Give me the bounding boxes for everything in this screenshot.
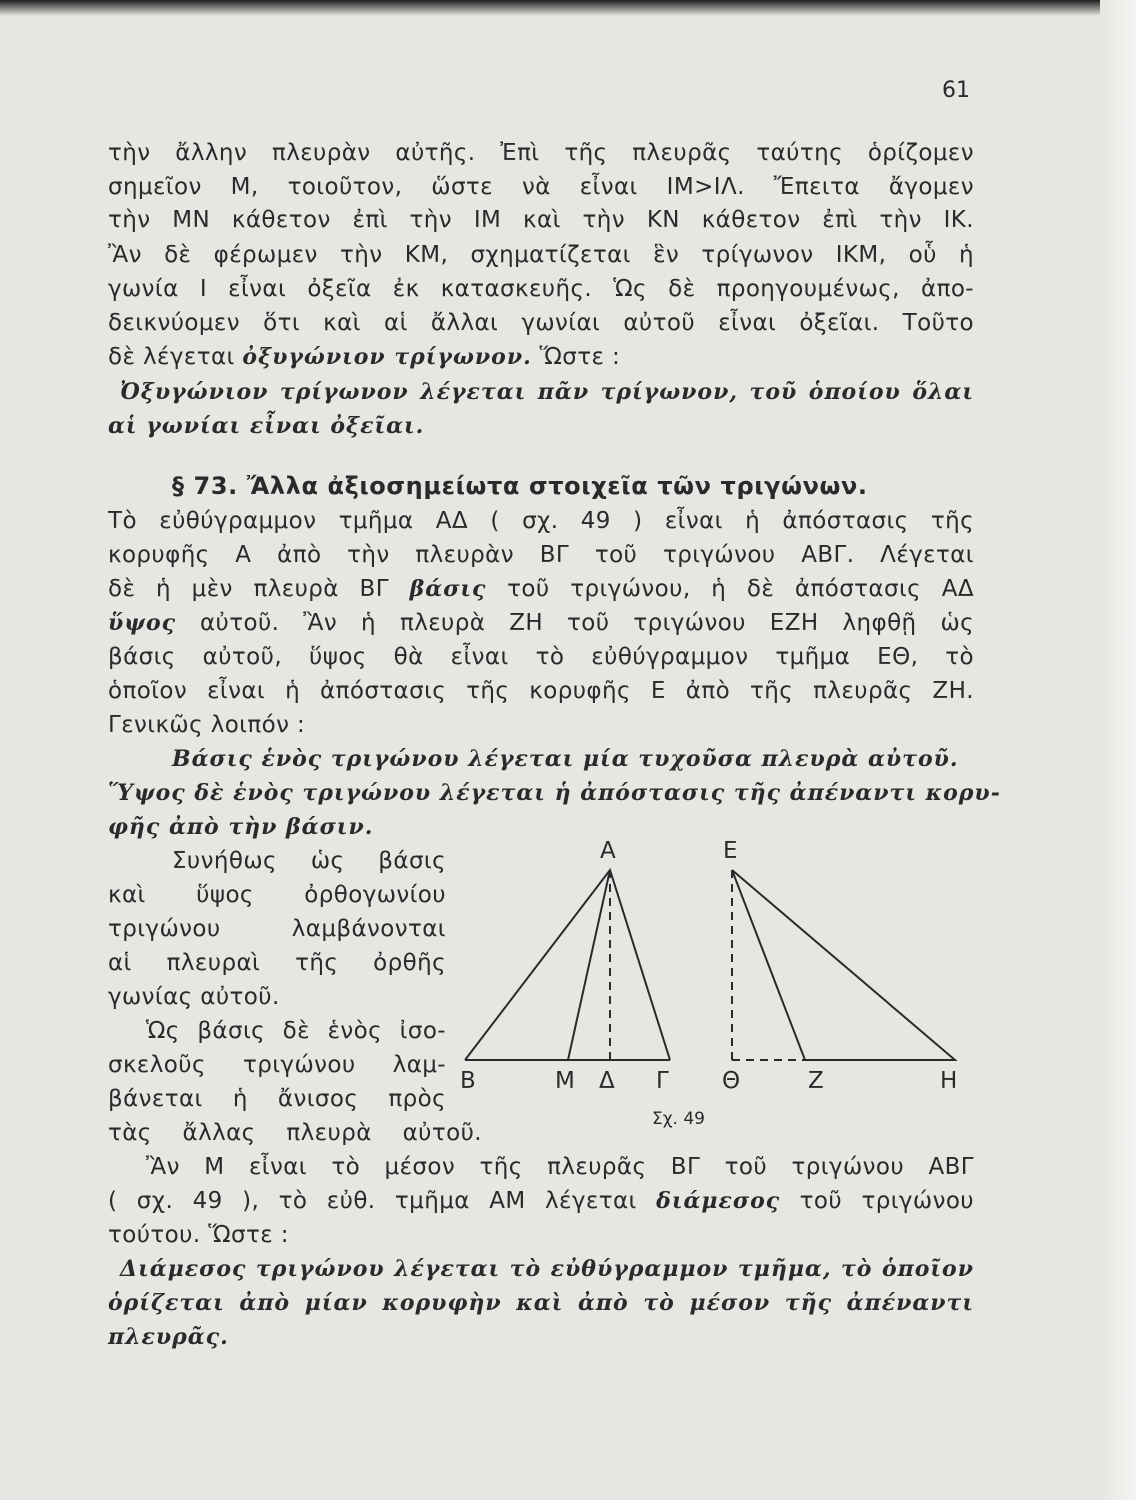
text-line: Ὡς βάσις δὲ ἑνὸς ἰσο- [146, 1018, 446, 1044]
text-line: σκελοῦς τριγώνου λαμ- [108, 1052, 446, 1078]
text-line: γωνίας αὐτοῦ. [108, 984, 280, 1010]
label-z: Ζ [808, 1068, 824, 1094]
text-segment: τοῦ τριγώνου, ἡ δὲ ἀπόστασις ΑΔ [486, 576, 975, 602]
text-segment: αὐτοῦ. Ἂν ἡ πλευρὰ ΖΗ τοῦ τριγώνου ΕΖΗ ληφθῇ ὡς [176, 610, 974, 636]
text-segment: ( σχ. 49 ), τὸ εὐθ. τμῆμα ΑΜ λέγεται [108, 1188, 657, 1214]
text-line: Ἂν Μ εἶναι τὸ μέσον τῆς πλευρᾶς ΒΓ τοῦ τριγώνου ΑΒΓ [146, 1154, 974, 1180]
label-m: Μ [555, 1068, 575, 1094]
label-e: Ε [723, 838, 738, 864]
text-line: τριγώνου λαμβάνονται [108, 916, 446, 942]
text-line [108, 342, 974, 372]
text-line [108, 1186, 974, 1216]
label-b: Β [460, 1068, 476, 1094]
page-top-shadow [0, 0, 1136, 16]
text-line: βάνεται ἡ ἄνισος πρὸς [108, 1086, 446, 1112]
label-d: Δ [599, 1068, 615, 1094]
text-line: Ἂν δὲ φέρωμεν τὴν ΚΜ, σχηματίζεται ἓν τρίγωνον ΙΚΜ, οὗ ἡ [108, 242, 974, 268]
text-line: καὶ ὕψος ὀρθογωνίου [108, 882, 446, 908]
definition-line: Ὕψος δὲ ἑνὸς τριγώνου λέγεται ἡ ἀπόστασις τῆς ἀπέναντι κορυ- [108, 780, 1001, 806]
definition-line: πλευρᾶς. [108, 1324, 229, 1350]
text-segment: δὲ ἡ μὲν πλευρὰ ΒΓ [108, 576, 410, 602]
term-ypsos: ὕψος [108, 610, 177, 636]
text-line: γωνία Ι εἶναι ὀξεῖα ἐκ κατασκευῆς. Ὡς δὲ προηγουμένως, ἀπο- [108, 276, 974, 302]
text-line [108, 574, 974, 604]
text-line: τὴν ἄλλην πλευρὰν αὐτῆς. Ἐπὶ τῆς πλευρᾶς ταύτης ὁρίζομεν [108, 140, 974, 166]
term-vasis: βάσις [409, 576, 487, 602]
text-segment: δὲ λέγεται [108, 344, 243, 370]
text-line: κορυφῆς Α ἀπὸ τὴν πλευρὰν ΒΓ τοῦ τριγώνου ΑΒΓ. Λέγεται [108, 542, 974, 568]
text-segment: τοῦ τριγώνου [780, 1188, 974, 1214]
definition-line: Ὀξυγώνιον τρίγωνον λέγεται πᾶν τρίγωνον, τοῦ ὁποίου ὅλαι [120, 379, 974, 405]
text-line: Τὸ εὐθύγραμμον τμῆμα ΑΔ ( σχ. 49 ) εἶναι ἡ ἀπόστασις τῆς [108, 508, 974, 534]
label-th: Θ [722, 1068, 741, 1094]
term-oxygonion: ὀξυγώνιον τρίγωνον. [242, 344, 532, 370]
text-line: τούτου. Ὥστε : [108, 1222, 289, 1248]
term-diamesos: διάμεσος [656, 1188, 781, 1214]
definition-line: φῆς ἀπὸ τὴν βάσιν. [108, 814, 374, 840]
text-line: αἱ πλευραὶ τῆς ὀρθῆς [108, 950, 446, 976]
triangle-ezh [732, 870, 955, 1060]
text-line: ὁποῖον εἶναι ἡ ἀπόστασις τῆς κορυφῆς Ε ἀπὸ τῆς πλευρᾶς ΖΗ. [108, 678, 974, 704]
page-number: 61 [942, 78, 970, 103]
text-line [108, 608, 974, 638]
text-line: Γενικῶς λοιπόν : [108, 712, 306, 738]
text-line: δεικνύομεν ὅτι καὶ αἱ ἄλλαι γωνίαι αὐτοῦ εἶναι ὀξεῖαι. Τοῦτο [108, 310, 974, 336]
text-line: Συνήθως ὡς βάσις [172, 848, 446, 874]
page-edge [1100, 0, 1136, 1500]
figure-49-diagram [440, 830, 1000, 1130]
label-a: Α [600, 838, 616, 864]
triangle-abg-sides [465, 870, 670, 1060]
definition-line: Διάμεσος τριγώνου λέγεται τὸ εὐθύγραμμον τμῆμα, τὸ ὁποῖον [120, 1256, 974, 1282]
text-line: βάσις αὐτοῦ, ὕψος θὰ εἶναι τὸ εὐθύγραμμον τμῆμα ΕΘ, τὸ [108, 644, 974, 670]
definition-line: Βάσις ἑνὸς τριγώνου λέγεται μία τυχοῦσα πλευρὰ αὐτοῦ. [172, 746, 959, 772]
text-line: τὴν ΜΝ κάθετον ἐπὶ τὴν ΙΜ καὶ τὴν ΚΝ κάθετον ἐπὶ τὴν ΙΚ. [108, 207, 974, 233]
text-line: σημεῖον Μ, τοιοῦτον, ὥστε νὰ εἶναι ΙΜ>ΙΛ. Ἔπειτα ἄγομεν [108, 174, 974, 200]
definition-line: αἱ γωνίαι εἶναι ὀξεῖαι. [108, 413, 425, 439]
text-segment: Ὥστε : [531, 344, 621, 370]
section-heading: § 73. Ἄλλα ἀξιοσημείωτα στοιχεῖα τῶν τριγώνων. [172, 472, 868, 500]
label-g: Γ [656, 1068, 669, 1094]
definition-line: ὁρίζεται ἀπὸ μίαν κορυφὴν καὶ ἀπὸ τὸ μέσον τῆς ἀπέναντι [108, 1290, 974, 1316]
figure-caption: Σχ. 49 [652, 1109, 706, 1129]
label-h: Η [940, 1068, 958, 1094]
text-line: τὰς ἄλλας πλευρὰ αὐτοῦ. [108, 1120, 482, 1146]
